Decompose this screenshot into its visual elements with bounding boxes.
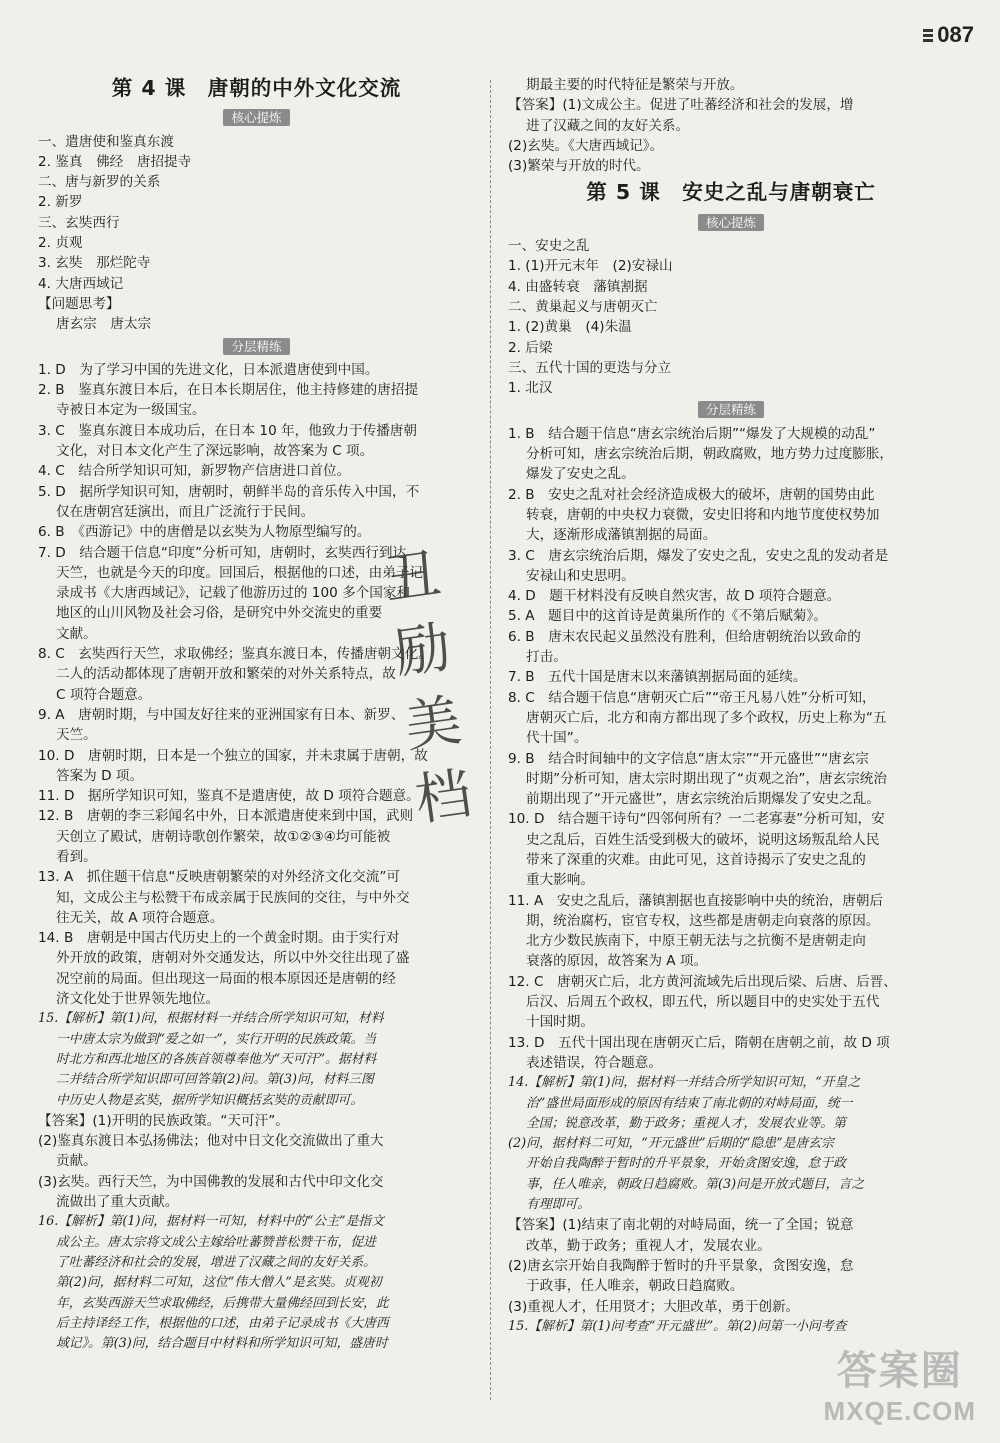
lesson5-line: 安禄山和史思明。 [526,567,635,584]
lesson4-section-header [38,108,475,128]
lesson5-line: 衰落的原因，故答案为 A 项。 [526,953,708,970]
lesson4-line: 时北方和西北地区的各族首领尊奉他为“天可汗”。据材料 [56,1051,377,1067]
lesson5-line: 15.【解析】第(1)问考查“开元盛世”。第(2)问第一小问考查 [508,1318,847,1334]
lesson5-line: 6. B 唐末农民起义虽然没有胜利，但给唐朝统治以致命的 [508,628,861,645]
lesson4-line: 16.【解析】第(1)问，据材料一可知，材料中的“公主”是指文 [38,1214,384,1230]
lesson4-line: 往无关，故 A 项符合题意。 [56,909,224,926]
lesson4-line: 文化，对日本文化产生了深远影响，故答案为 C 项。 [56,443,374,460]
lesson5-line: (2)唐玄宗开始自我陶醉于暂时的升平景象，贪图安逸，怠 [508,1257,854,1274]
lesson4-continued-line: (3)繁荣与开放的时代。 [508,158,650,175]
lesson5-section-body [508,424,954,1337]
lesson4-line: 外开放的政策，唐朝对外交通发达，所以中外交往出现了盛 [56,950,410,967]
lesson4-line: 知，文成公主与松赞干布成亲属于民族间的交往，与中外交 [56,889,410,906]
lesson5-line: 开始自我陶醉于暂时的升平景象，开始贪图安逸，怠于政 [526,1156,846,1172]
page-number: 087 [923,22,974,48]
lesson5-line: 【答案】(1)结束了南北朝的对峙局面，统一了全国；锐意 [508,1217,854,1234]
lesson5-line: 重大影响。 [526,872,594,889]
lesson4-line: 天创立了殿试，唐朝诗歌创作繁荣，故①②③④均可能被 [56,828,391,845]
lesson4-line: 1. D 为了学习中国的先进文化，日本派遣唐使到中国。 [38,361,379,378]
lesson4-line: 10. D 唐朝时期，日本是一个独立的国家，并未隶属于唐朝，故 [38,747,428,764]
lesson4-line: 2. B 鉴真东渡日本后，在日本长期居住，他主持修建的唐招提 [38,382,419,399]
lesson4-line: 仅在唐朝宫廷演出，而且广泛流行于民间。 [56,503,315,520]
section-tag: 核心提炼 [223,109,289,126]
lesson5-line: 治”盛世局面形成的原因有结束了南北朝的对峙局面，统一 [526,1095,853,1111]
lesson4-line: 第(2)问，据材料二可知，这位“伟大僧人”是玄奘。贞观初 [56,1275,382,1291]
lesson5-line: 3. C 唐玄宗统治后期，爆发了安史之乱，安史之乱的发动者是 [508,547,889,564]
lesson5-line: 大，逐渐形成藩镇割据的局面。 [526,527,717,544]
lesson5-line: 11. A 安史之乱后，藩镇割据也直接影响中央的统治，唐朝后 [508,892,884,909]
lesson4-line: 2. 鉴真 佛经 唐招提寺 [38,153,192,170]
lesson4-line: 二并结合所学知识即可回答第(2)问。第(3)问，材料三图 [56,1072,374,1088]
lesson4-line: 8. C 玄奘西行天竺，求取佛经；鉴真东渡日本，传播唐朝文化。 [38,646,432,663]
lesson5-line: 5. A 题目中的这首诗是黄巢所作的《不第后赋菊》。 [508,608,827,625]
watermark-logo-text: 答案圈 [836,1349,963,1393]
lesson4-line: 况空前的局面。但出现这一局面的根本原因还是唐朝的经 [56,970,396,987]
lesson4-line: 【答案】(1)开明的民族政策。“天可汗”。 [38,1112,289,1129]
lesson4-line: 4. 大唐西域记 [38,275,124,292]
lesson5-line: 表述错误，符合题意。 [526,1054,662,1071]
lesson5-line: 改革，勤于政务；重视人才，发展农业。 [526,1237,771,1254]
handwritten-annotation: 丑 励 美 档 [380,541,476,834]
lesson4-line: 录成书《大唐西域记》，记载了他游历过的 100 多个国家和 [56,585,411,602]
lesson5-line: 2. B 安史之乱对社会经济造成极大的破坏，唐朝的国势由此 [508,486,875,503]
lesson5-line: 4. 由盛转衰 藩镇割据 [508,278,648,295]
lesson4-line: 文献。 [56,625,97,642]
lesson4-line: 14. B 唐朝是中国古代历史上的一个黄金时期。由于实行对 [38,930,400,947]
lesson5-line: 1. 北汉 [508,380,553,397]
lesson4-line: 一、遣唐使和鉴真东渡 [38,133,174,150]
lesson5-line: 史之乱后，百姓生活受到极大的破坏，说明这场叛乱给人民 [526,831,880,848]
lesson4-continued-line: 期最主要的时代特征是繁荣与开放。 [526,77,744,93]
lesson4-line: 【问题思考】 [38,295,120,312]
lesson5-line: 14.【解析】第(1)问，据材料一并结合所学知识可知，“开皇之 [508,1075,861,1091]
site-watermark [824,1339,976,1427]
lesson5-line: (3)重视人才，任用贤才；大胆改革，勇于创新。 [508,1298,800,1315]
lesson4-line: 寺被日本定为一级国宝。 [56,402,206,419]
lesson4-section-body [38,132,475,335]
section-tag: 分层精练 [698,401,764,418]
section-tag: 分层精练 [223,338,289,355]
lesson5-line: 4. D 题干材料没有反映自然灾害，故 D 项符合题意。 [508,588,841,605]
lesson5-line: 1. B 结合题干信息“唐玄宗统治后期”“爆发了大规模的动乱” [508,425,876,442]
lesson5-section-header [508,213,954,233]
lesson4-line: 后主持译经工作，根据他的口述，由弟子记录成书《大唐西 [56,1315,389,1331]
lesson4-line: 11. D 据所学知识可知，鉴真不是遣唐使，故 D 项符合题意。 [38,788,420,805]
lesson4-line: 6. B 《西游记》中的唐僧是以玄奘为人物原型编写的。 [38,524,371,541]
lesson4-line: 13. A 抓住题干信息“反映唐朝繁荣的对外经济文化交流”可 [38,869,400,886]
lesson4-line: 9. A 唐朝时期，与中国友好往来的亚洲国家有日本、新罗、 [38,706,405,723]
lesson5-line: 三、五代十国的更迭与分立 [508,359,672,376]
lesson4-line: 二人的活动都体现了唐朝开放和繁荣的对外关系特点，故 [56,666,396,683]
right-column [508,75,954,1337]
lesson-4-title: 第 4 课 唐朝的中外文化交流 [111,76,402,100]
lesson5-line: (2)问，据材料二可知，“开元盛世”后期的“隐患”是唐玄宗 [508,1136,834,1152]
lesson4-line: 流做出了重大贡献。 [56,1194,179,1211]
lesson5-line: 事，任人唯亲，朝政日趋腐败。第(3)问是开放式题目，言之 [526,1176,865,1192]
lesson4-continued-line: 进了汉藏之间的友好关系。 [526,117,690,134]
lesson4-line: 地区的山川风物及社会习俗，是研究中外交流史的重要 [56,605,383,622]
lesson5-line: 爆发了安史之乱。 [526,466,635,483]
lesson5-line: 全国；锐意改革，勤于政务；重视人才，发展农业等。第 [526,1115,846,1131]
lesson4-line: 济文化处于世界领先地位。 [56,991,220,1008]
lesson4-continued-line: 【答案】(1)文成公主。促进了吐蕃经济和社会的发展，增 [508,97,854,114]
lesson4-line: 3. C 鉴真东渡日本成功后，在日本 10 年，他致力于传播唐朝 [38,422,417,439]
lesson4-line: 一中唐太宗为做到“爱之如一”，实行开明的民族政策。当 [56,1031,377,1047]
lesson4-line: 中历史人物是玄奘，据所学知识概括玄奘的贡献即可。 [56,1092,364,1108]
lesson5-section-header [508,400,954,420]
lesson5-line: 北方少数民族南下，中原王朝无法与之抗衡不是唐朝走向 [526,933,866,950]
lesson4-line: C 项符合题意。 [56,686,152,703]
section-tag: 核心提炼 [698,214,764,231]
lesson5-line: 打击。 [526,649,567,666]
lesson5-line: 十国时期。 [526,1014,594,1031]
lesson5-line: 1. (1)开元末年 (2)安禄山 [508,258,673,275]
lesson4-line: 12. B 唐朝的李三彩闻名中外，日本派遣唐使来到中国，武则 [38,808,414,825]
lesson4-line: 成公主。唐太宗将文成公主嫁给吐蕃赞普松赞干布，促进 [56,1234,376,1250]
lesson5-line: 唐朝灭亡后，北方和南方都出现了多个政权，历史上称为“五 [526,709,887,726]
lesson4-line: 唐玄宗 唐太宗 [56,316,152,333]
lesson5-line: 后汉、后周五个政权，即五代，所以题目中的史实处于五代 [526,994,880,1011]
lesson5-line: 有理即可。 [526,1197,590,1213]
lesson5-line: 期，统治腐朽，宦官专权，这些都是唐朝走向衰落的原因。 [526,912,880,929]
lesson4-line: (2)鉴真东渡日本弘扬佛法；他对中日文化交流做出了重大 [38,1133,384,1150]
lesson5-line: 前期出现了“开元盛世”，唐玄宗统治后期爆发了安史之乱。 [526,791,880,808]
lesson4-line: 5. D 据所学知识可知，唐朝时，朝鲜半岛的音乐传入中国，不 [38,483,420,500]
lesson4-continued-line: (2)玄奘。《大唐西域记》。 [508,137,664,154]
lesson4-section-body [38,360,475,1355]
lesson5-line: 二、黄巢起义与唐朝灭亡 [508,298,658,315]
lesson5-line: 8. C 结合题干信息“唐朝灭亡后”“帝王凡易八姓”分析可知， [508,689,876,706]
lesson5-line: 1. (2)黄巢 (4)朱温 [508,319,632,336]
lesson5-line: 转衰，唐朝的中央权力衰微，安史旧将和内地节度使权势加 [526,506,880,523]
lesson4-line: (3)玄奘。西行天竺，为中国佛教的发展和古代中印文化交 [38,1173,384,1190]
lesson4-line: 答案为 D 项。 [56,767,144,784]
lesson4-line: 二、唐与新罗的关系 [38,174,161,191]
lesson4-section-header [38,337,475,357]
lesson4-line: 天竺，也就是今天的印度。回国后，根据他的口述，由弟子记 [56,564,424,581]
lesson4-line: 看到。 [56,848,97,865]
lesson5-line: 10. D 结合题干诗句“四邻何所有？一二老寡妻”分析可知，安 [508,811,885,828]
page-marker-icon [923,29,933,43]
lesson5-line: 于政事，任人唯亲，朝政日趋腐败。 [526,1278,744,1295]
lesson4-line: 4. C 结合所学知识可知，新罗物产信唐进口首位。 [38,463,351,480]
lesson4-line: 三、玄奘西行 [38,214,120,231]
lesson4-line: 年，玄奘西游天竺求取佛经，后携带大量佛经回到长安，此 [56,1295,389,1311]
lesson5-line: 时期”分析可知，唐太宗时期出现了“贞观之治”，唐玄宗统治 [526,770,887,787]
lesson5-line: 13. D 五代十国出现在唐朝灭亡后，隋朝在唐朝之前，故 D 项 [508,1034,890,1051]
lesson5-line: 2. 后梁 [508,339,553,356]
lesson4-line: 域记》。第(3)问，结合题目中材料和所学知识可知，盛唐时 [56,1336,388,1352]
lesson4-line: 了吐蕃经济和社会的发展，增进了汉藏之间的友好关系。 [56,1254,376,1270]
lesson4-line: 3. 玄奘 那烂陀寺 [38,255,151,272]
lesson5-line: 带来了深重的灾难。由此可见，这首诗揭示了安史之乱的 [526,851,866,868]
lesson4-line: 贡献。 [56,1153,97,1170]
lesson4-line: 7. D 结合题干信息“印度”分析可知，唐朝时，玄奘西行到达 [38,544,407,561]
lesson5-line: 12. C 唐朝灭亡后，北方黄河流域先后出现后梁、后唐、后晋、 [508,973,897,990]
lesson4-line: 15.【解析】第(1)问，根据材料一并结合所学知识可知，材料 [38,1011,384,1027]
watermark-url: MXQE.COM [823,1396,976,1426]
lesson5-line: 9. B 结合时间轴中的文字信息“唐太宗”“开元盛世”“唐玄宗 [508,750,869,767]
lesson4-line: 天竺。 [56,727,97,744]
lesson4-line: 2. 贞观 [38,235,83,252]
column-divider [490,80,491,1400]
lesson4-line: 2. 新罗 [38,194,83,211]
lesson5-line: 代十国”。 [526,730,588,747]
lesson5-section-body [508,236,954,398]
lesson5-line: 一、安史之乱 [508,238,590,255]
lesson5-line: 分析可知，唐玄宗统治后期，朝政腐败，地方势力过度膨胀， [526,446,894,463]
lesson5-line: 7. B 五代十国是唐末以来藩镇割据局面的延续。 [508,669,807,686]
lesson-5-title: 第 5 课 安史之乱与唐朝衰亡 [586,180,876,205]
